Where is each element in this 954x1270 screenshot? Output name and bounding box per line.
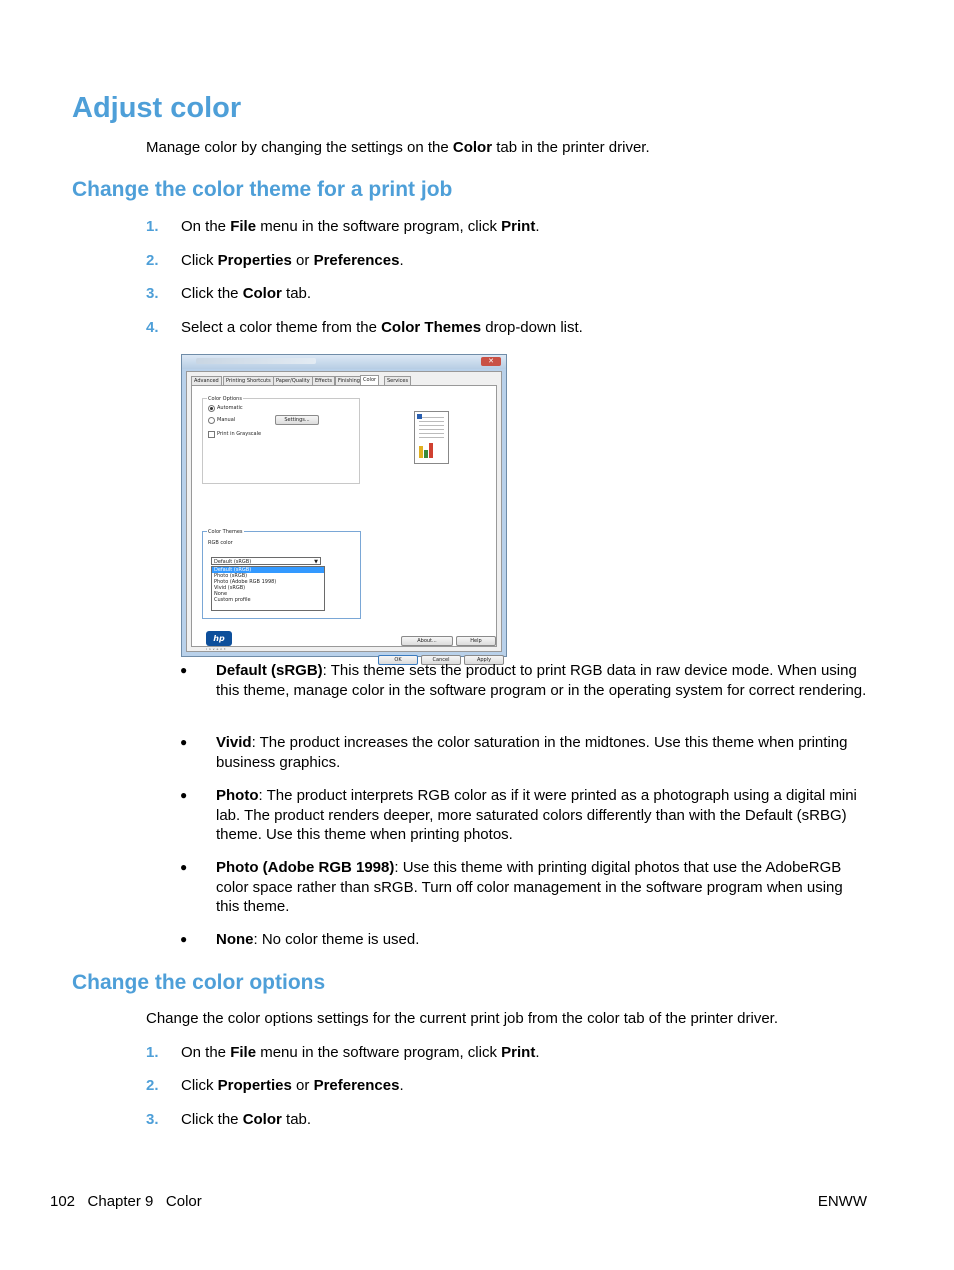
apply-button[interactable]: Apply bbox=[464, 655, 504, 665]
automatic-label: Automatic bbox=[217, 405, 243, 411]
combo-value: Default (sRGB) bbox=[214, 559, 252, 565]
step-text: Click Properties or Preferences. bbox=[181, 252, 404, 269]
step-text: On the File menu in the software program, click Print. bbox=[181, 1044, 540, 1061]
dialog-titlebar bbox=[182, 355, 506, 369]
bullet-icon: ● bbox=[180, 735, 188, 749]
grayscale-label: Print in Grayscale bbox=[217, 431, 262, 437]
bullet-icon: ● bbox=[180, 932, 188, 946]
manual-radio[interactable] bbox=[208, 417, 215, 424]
step-number: 3. bbox=[146, 1111, 159, 1128]
hp-logo: hp bbox=[206, 631, 232, 646]
automatic-radio[interactable] bbox=[208, 405, 215, 412]
step-text: On the File menu in the software program, click Print. bbox=[181, 218, 540, 235]
step-number: 3. bbox=[146, 285, 159, 302]
cancel-button[interactable]: Cancel bbox=[421, 655, 461, 665]
ok-button[interactable]: OK bbox=[378, 655, 418, 665]
tab-advanced[interactable]: Advanced bbox=[191, 376, 222, 385]
bullet-default-srgb: ● Default (sRGB): This theme sets the product to print RGB data in raw device mode. When using this theme, manage color in the software program or in the operating system for correct rendering. bbox=[180, 662, 867, 699]
dropdown-option[interactable]: Default (sRGB) bbox=[212, 567, 324, 573]
dialog-title-blurred bbox=[196, 358, 316, 364]
tab-services[interactable]: Services bbox=[384, 376, 411, 385]
step-number: 4. bbox=[146, 319, 159, 336]
footer-enww: ENWW bbox=[817, 1193, 867, 1210]
step-number: 1. bbox=[146, 218, 159, 235]
dropdown-option[interactable]: Custom profile bbox=[214, 597, 251, 603]
step-text: Click the Color tab. bbox=[181, 285, 312, 302]
color-tab-panel bbox=[191, 385, 497, 651]
page-title: Adjust color bbox=[72, 92, 242, 124]
settings-button[interactable]: Settings... bbox=[275, 415, 319, 425]
rgb-color-dropdown-list bbox=[211, 566, 325, 611]
step-number: 2. bbox=[146, 1077, 159, 1094]
bullet-none: ● None: No color theme is used. bbox=[180, 931, 420, 948]
printer-properties-dialog-screenshot bbox=[181, 354, 507, 663]
section-heading-theme: Change the color theme for a print job bbox=[72, 178, 453, 201]
bullet-icon: ● bbox=[180, 860, 188, 874]
intro-paragraph bbox=[146, 138, 650, 158]
intro-bold: Color bbox=[452, 139, 493, 156]
manual-label: Manual bbox=[217, 417, 236, 423]
grayscale-checkbox[interactable] bbox=[208, 431, 215, 438]
rgb-color-dropdown[interactable] bbox=[211, 557, 321, 565]
about-button[interactable]: About... bbox=[401, 636, 453, 646]
step-text: Select a color theme from the Color Themes drop-down list. bbox=[181, 319, 583, 336]
dropdown-option[interactable]: None bbox=[214, 591, 228, 597]
page-preview-image bbox=[414, 411, 449, 464]
chevron-down-icon: ▼ bbox=[314, 559, 318, 565]
bullet-icon: ● bbox=[180, 788, 188, 802]
bullet-icon: ● bbox=[180, 663, 188, 677]
footer-page-info: 102 Chapter 9 Color bbox=[50, 1193, 202, 1210]
dialog-body bbox=[186, 371, 502, 663]
intro-text-end: tab in the printer driver. bbox=[492, 139, 650, 156]
dropdown-option[interactable]: Photo (sRGB) bbox=[214, 573, 248, 579]
tab-finishing[interactable]: Finishing bbox=[335, 376, 363, 385]
color-options-group bbox=[202, 398, 360, 484]
step-number: 1. bbox=[146, 1044, 159, 1061]
tab-printing-shortcuts[interactable]: Printing Shortcuts bbox=[223, 376, 274, 385]
color-options-label: Color Options bbox=[208, 396, 242, 402]
help-button[interactable]: Help bbox=[456, 636, 496, 646]
bullet-photo-adobe-rgb: ● Photo (Adobe RGB 1998): Use this theme with printing digital photos that use the AdobeRGB color space rather than sRGB. Turn off color management in the software program when using this theme. bbox=[180, 859, 843, 915]
dropdown-option[interactable]: Photo (Adobe RGB 1998) bbox=[214, 579, 277, 585]
section2-intro: Change the color options settings for the current print job from the color tab of the printer driver. bbox=[146, 1010, 778, 1027]
step-text: Click the Color tab. bbox=[181, 1111, 312, 1128]
rgb-color-label: RGB color bbox=[208, 540, 233, 546]
bullet-vivid: ● Vivid: The product increases the color saturation in the midtones. Use this theme when printing business graphics. bbox=[180, 734, 848, 771]
tab-color[interactable]: Color bbox=[360, 375, 379, 386]
section-heading-options: Change the color options bbox=[72, 971, 326, 994]
intro-text: Manage color by changing the settings on the bbox=[146, 139, 453, 156]
close-icon[interactable]: ✕ bbox=[481, 357, 501, 366]
step-number: 2. bbox=[146, 252, 159, 269]
dropdown-option[interactable]: Vivid (sRGB) bbox=[214, 585, 246, 591]
tab-paper-quality[interactable]: Paper/Quality bbox=[273, 376, 313, 385]
color-themes-label: Color Themes bbox=[208, 529, 243, 535]
tab-effects[interactable]: Effects bbox=[312, 376, 335, 385]
step-text: Click Properties or Preferences. bbox=[181, 1077, 404, 1094]
hp-invent-tagline: invent bbox=[206, 647, 228, 651]
bullet-photo: ● Photo: The product interprets RGB color as if it were printed as a photograph using a digital mini lab. The product renders deeper, more saturated colors differently than with the Default (sRBG) theme. Use this theme when printing photos. bbox=[180, 787, 857, 843]
